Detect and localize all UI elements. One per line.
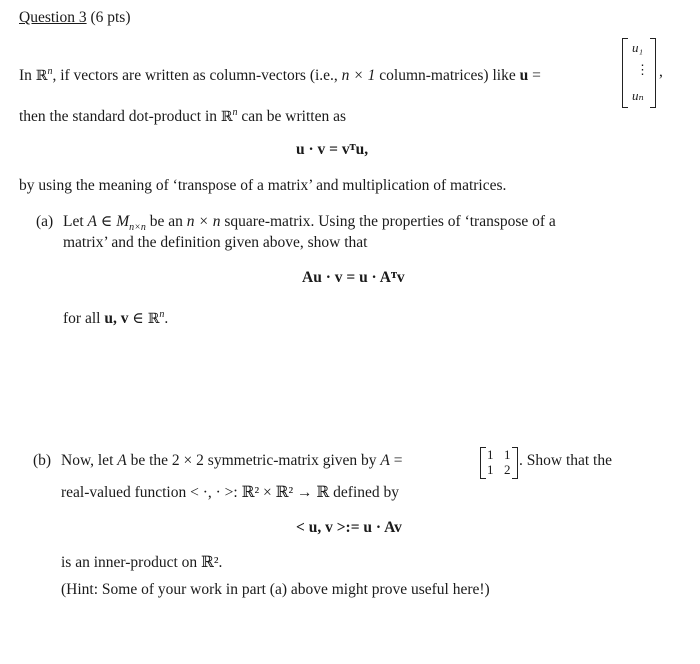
text: Now, let: [61, 452, 118, 469]
text: defined by: [329, 484, 400, 501]
column-vector-u: [622, 38, 656, 108]
intro-line-1: [19, 62, 541, 86]
math: n × 1: [341, 67, 376, 85]
text: be the: [126, 452, 172, 469]
transpose-equation: Au · v = u · Aᵀv: [302, 269, 405, 286]
math: n × n: [186, 213, 221, 230]
reals-symbol: ℝ: [220, 109, 233, 126]
equals: =: [528, 67, 541, 85]
part-b-line-2: [61, 483, 399, 503]
text: real-valued function: [61, 484, 191, 501]
math: ∈: [128, 310, 148, 328]
text: .: [164, 310, 169, 328]
text: , if vectors are written as column-vectors (i.e.,: [52, 67, 342, 85]
math: u, v: [104, 310, 129, 328]
math: A: [380, 452, 390, 469]
part-b-line-1: [61, 451, 403, 471]
part-a-line-2: matrix’ and the definition given above, show that: [63, 234, 368, 251]
text: column-matrices) like: [375, 67, 520, 85]
vector-dots: ⋮: [636, 62, 649, 77]
exponent: n: [159, 309, 165, 320]
math: < ·, · >: ℝ² × ℝ² → ℝ: [190, 484, 330, 501]
part-b-hint: (Hint: Some of your work in part (a) above might prove useful here!): [61, 581, 490, 598]
text: symmetric-matrix given by: [203, 452, 381, 469]
dot-product-equation: u · v = vᵀu,: [296, 141, 369, 158]
vector-entry: u₁: [632, 40, 644, 55]
text: be an: [145, 213, 187, 230]
matrix-entry: 1: [504, 447, 511, 462]
exponent: n: [47, 66, 53, 77]
vector-entry: uₙ: [632, 88, 644, 103]
vector-u: u: [519, 67, 529, 85]
text: Let: [63, 213, 88, 230]
math: 2 × 2: [171, 452, 204, 469]
math: M: [116, 213, 130, 230]
part-a-forall: [63, 305, 168, 329]
math: n×n: [129, 222, 146, 234]
math: A: [117, 452, 127, 469]
intro-line-3: by using the meaning of ‘transpose of a matrix’ and multiplication of matrices.: [19, 177, 507, 194]
text: then the standard dot-product in: [19, 108, 221, 126]
math: A: [87, 213, 97, 230]
comma: ,: [659, 63, 663, 80]
text: can be written as: [237, 108, 346, 126]
part-b-line-1-end: . Show that the: [519, 452, 612, 469]
matrix-A: [480, 447, 518, 479]
equals: =: [389, 452, 403, 469]
matrix-entry: 2: [504, 462, 511, 477]
text: for all: [63, 310, 105, 328]
part-b-line-3: is an inner-product on ℝ².: [61, 554, 223, 571]
text: In: [19, 67, 36, 85]
exponent: n: [232, 107, 238, 118]
intro-line-2: [19, 103, 346, 127]
part-b-label: (b): [33, 452, 52, 469]
question-link[interactable]: Question 3: [19, 9, 87, 26]
math: ∈: [97, 213, 117, 230]
matrix-entry: 1: [487, 447, 494, 462]
question-points: (6 pts): [86, 9, 131, 26]
inner-product-definition: < u, v >:= u · Av: [296, 519, 402, 536]
matrix-entry: 1: [487, 462, 494, 477]
part-a-label: (a): [36, 213, 54, 230]
reals-symbol: ℝ: [147, 311, 160, 328]
question-title: [19, 8, 131, 28]
reals-symbol: ℝ: [35, 68, 48, 85]
text: square-matrix. Using the properties of ‘transpose of a: [220, 213, 556, 230]
